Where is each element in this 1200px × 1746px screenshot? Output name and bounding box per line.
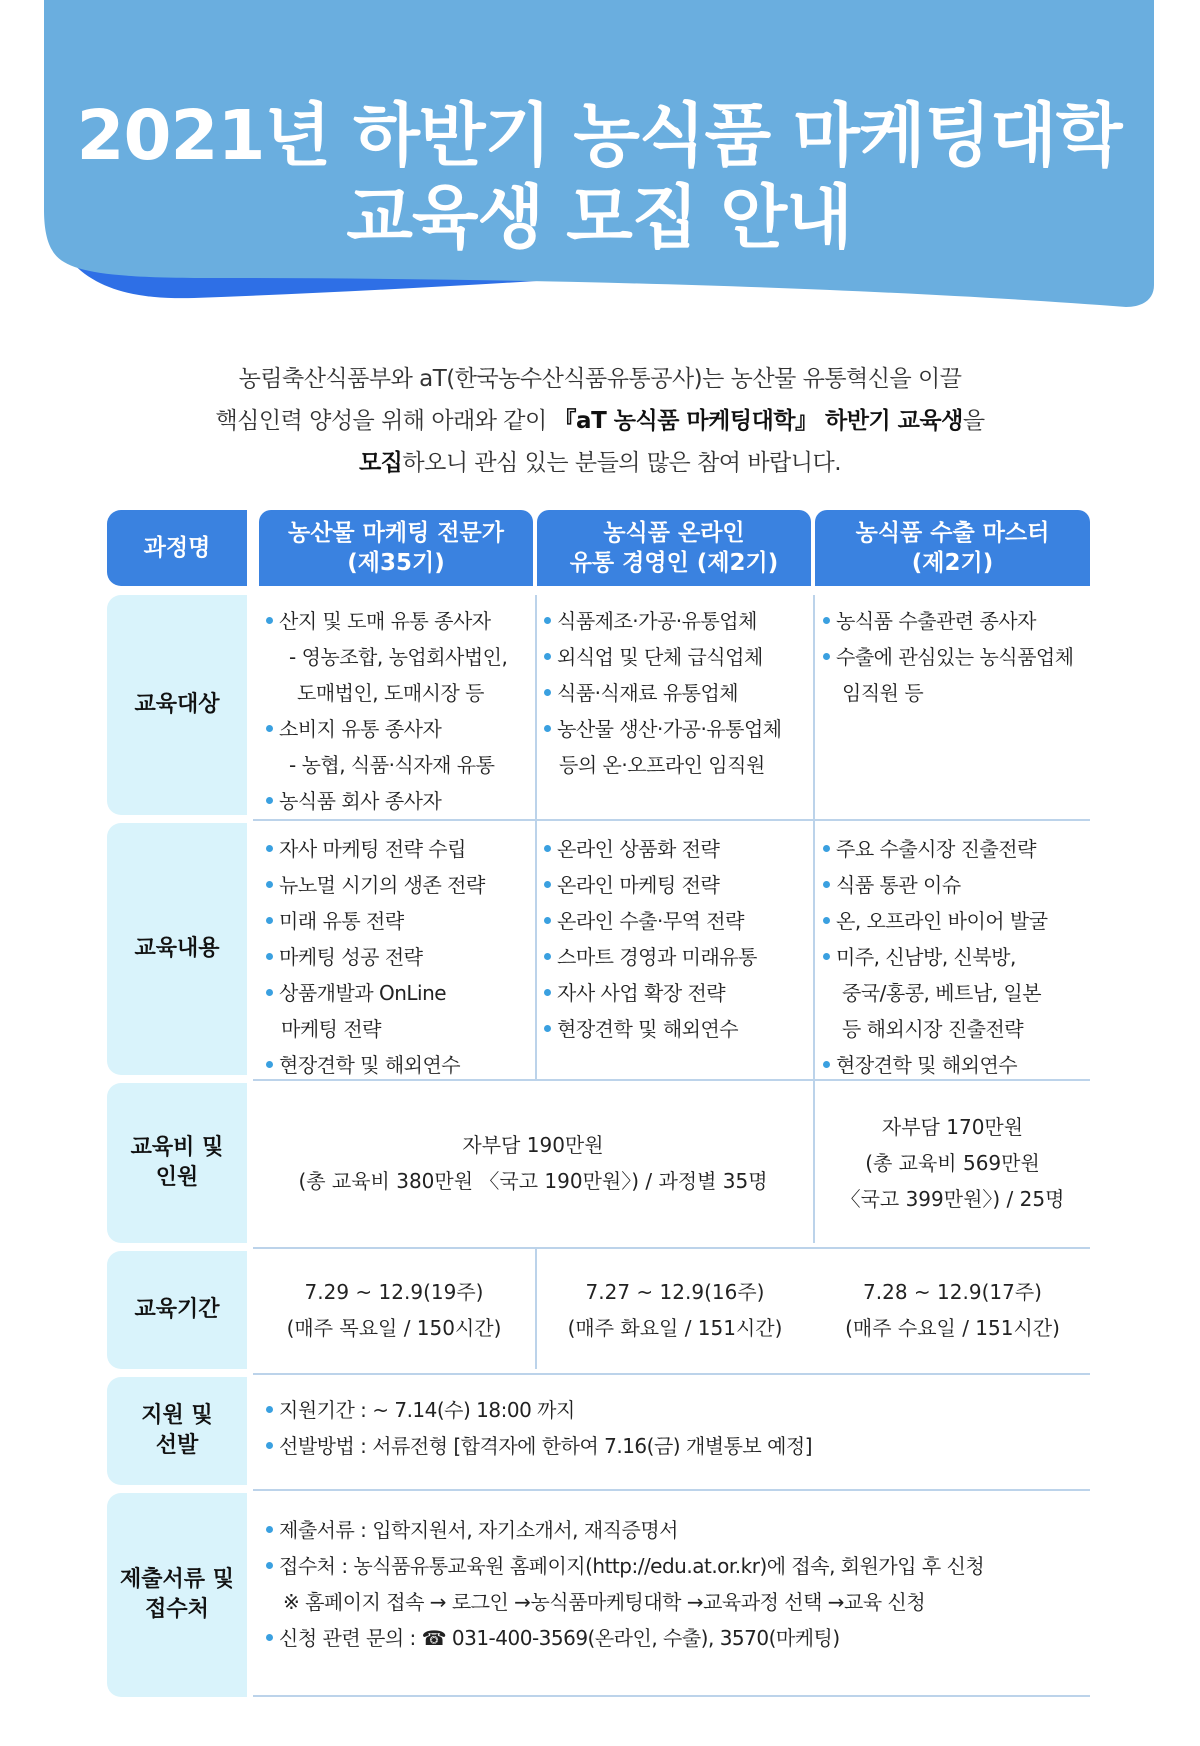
grid-line	[253, 819, 1090, 821]
intro-line-2	[0, 400, 1200, 442]
intro-line-3	[0, 442, 1200, 484]
list-item: - 농협, 식품·식자재 유통	[289, 753, 495, 777]
list-item: 미주, 신남방, 신북방,	[822, 939, 1090, 975]
fee-course-3-line-2: (총 교육비 569만원	[865, 1151, 1040, 1175]
grid-line	[253, 1489, 1090, 1491]
list-item: 마케팅 전략	[281, 1017, 381, 1041]
intro-text	[0, 358, 1200, 484]
header-course-1-line-2: (제35기)	[347, 550, 445, 576]
list-item: 자사 사업 확장 전략	[543, 975, 811, 1011]
row-label-fee-line-1: 교육비 및	[130, 1135, 224, 1160]
header-course-2-line-1: 농식품 온라인	[603, 520, 745, 546]
list-item: 현장견학 및 해외연수	[822, 1047, 1090, 1083]
list-item: 현장견학 및 해외연수	[265, 1047, 533, 1083]
row-label-fee	[107, 1083, 247, 1243]
list-item: 소비지 유통 종사자	[265, 711, 533, 747]
fee-course-3-line-1: 자부담 170만원	[881, 1115, 1024, 1139]
fee-course-3	[815, 1083, 1090, 1243]
list-item: 식품제조·가공·유통업체	[543, 603, 811, 639]
fee-course-1-2-line-2: (총 교육비 380만원 〈국고 190만원〉) / 과정별 35명	[298, 1169, 768, 1193]
title-line-2: 교육생 모집 안내	[346, 178, 852, 258]
header-course-3	[815, 510, 1090, 586]
list-item: 농식품 수출관련 종사자	[822, 603, 1090, 639]
period-course-3-line-1: 7.28 ~ 12.9(17주)	[863, 1280, 1042, 1304]
list-item: 상품개발과 OnLine	[265, 975, 533, 1011]
target-course-1	[265, 595, 533, 819]
row-label-target-text: 교육대상	[134, 692, 220, 717]
list-item: 임직원 등	[842, 681, 924, 705]
inquiry-label: 신청 관련 문의 :	[279, 1626, 422, 1650]
list-item: 산지 및 도매 유통 종사자	[265, 603, 533, 639]
list-item: ※ 홈페이지 접속 → 로그인 →농식품마케팅대학 →교육과정 선택 →교육 신청	[283, 1590, 926, 1614]
row-label-period	[107, 1251, 247, 1369]
list-item: 등 해외시장 진출전략	[842, 1017, 1024, 1041]
content-course-1	[265, 823, 533, 1083]
header-course-1-line-1: 농산물 마케팅 전문가	[288, 520, 504, 546]
list-item: 농산물 생산·가공·유통업체	[543, 711, 811, 747]
list-item: 식품·식재료 유통업체	[543, 675, 811, 711]
row-label-target	[107, 595, 247, 815]
list-item: 스마트 경영과 미래유통	[543, 939, 811, 975]
period-course-3	[815, 1251, 1090, 1369]
header-course-3-line-1: 농식품 수출 마스터	[855, 520, 1050, 546]
list-item: 선발방법 : 서류전형 [합격자에 한하여 7.16(금) 개별통보 예정]	[265, 1428, 1085, 1464]
list-item: 온, 오프라인 바이어 발굴	[822, 903, 1090, 939]
list-item: 온라인 수출·무역 전략	[543, 903, 811, 939]
list-item: 지원기간 : ~ 7.14(수) 18:00 까지	[265, 1392, 1085, 1428]
row-label-apply-line-2: 선발	[155, 1433, 199, 1458]
list-item: 외식업 및 단체 급식업체	[543, 639, 811, 675]
fee-course-1-2-line-1: 자부담 190만원	[462, 1133, 604, 1157]
intro-line-3-bold: 모집	[358, 450, 403, 476]
row-label-apply-line-1: 지원 및	[141, 1403, 213, 1428]
intro-line-1: 농림축산식품부와 aT(한국농수산식품유통공사)는 농산물 유통혁신을 이끌	[238, 366, 962, 392]
period-course-1-line-2: (매주 목요일 / 150시간)	[286, 1316, 502, 1340]
period-course-1	[253, 1251, 535, 1369]
list-item: 도매법인, 도매시장 등	[297, 681, 484, 705]
row-label-period-text: 교육기간	[134, 1297, 220, 1322]
list-item: 온라인 상품화 전략	[543, 831, 811, 867]
list-item: 뉴노멀 시기의 생존 전략	[265, 867, 533, 903]
header-course-3-line-2: (제2기)	[911, 550, 994, 576]
apply-info	[265, 1392, 1085, 1464]
list-item	[265, 1620, 1085, 1656]
fee-course-3-line-3: 〈국고 399만원〉) / 25명	[840, 1187, 1065, 1211]
period-course-1-line-1: 7.29 ~ 12.9(19주)	[304, 1280, 484, 1304]
grid-line	[253, 1373, 1090, 1375]
row-label-content	[107, 823, 247, 1075]
list-item: 중국/홍콩, 베트남, 일본	[842, 981, 1042, 1005]
target-course-3	[822, 595, 1090, 711]
list-item: 마케팅 성공 전략	[265, 939, 533, 975]
header-label-text: 과정명	[143, 535, 211, 561]
list-item: 온라인 마케팅 전략	[543, 867, 811, 903]
intro-line-2-post: 을	[962, 408, 985, 434]
row-label-fee-line-2: 인원	[155, 1165, 199, 1190]
content-course-3	[822, 823, 1090, 1083]
period-course-3-line-2: (매주 수요일 / 151시간)	[845, 1316, 1060, 1340]
title-line-1: 2021년 하반기 농식품 마케팅대학	[76, 96, 1122, 176]
list-item: 제출서류 : 입학지원서, 자기소개서, 재직증명서	[265, 1512, 1085, 1548]
page-title	[44, 95, 1154, 259]
row-label-content-text: 교육내용	[134, 936, 220, 961]
phone-icon: ☎	[421, 1626, 447, 1650]
target-course-2	[543, 595, 811, 783]
header-course-2-line-2: 유통 경영인 (제2기)	[569, 550, 779, 576]
fee-course-1-2	[253, 1083, 813, 1243]
period-course-2	[537, 1251, 813, 1369]
list-item: 식품 통관 이슈	[822, 867, 1090, 903]
list-item: - 영농조합, 농업회사법인,	[289, 645, 508, 669]
intro-line-3-post: 하오니 관심 있는 분들의 많은 참여 바랍니다.	[402, 450, 842, 476]
grid-line	[253, 1247, 1090, 1249]
list-item: 미래 유통 전략	[265, 903, 533, 939]
list-item: 현장견학 및 해외연수	[543, 1011, 811, 1047]
header-label	[107, 510, 247, 586]
list-item: 등의 온·오프라인 임직원	[559, 753, 765, 777]
list-item: 주요 수출시장 진출전략	[822, 831, 1090, 867]
list-item: 농식품 회사 종사자	[265, 783, 533, 819]
intro-line-2-pre: 핵심인력 양성을 위해 아래와 같이	[215, 408, 554, 434]
docs-info	[265, 1512, 1085, 1656]
row-label-docs	[107, 1493, 247, 1697]
grid-line	[535, 595, 537, 1079]
content-course-2	[543, 823, 811, 1047]
list-item: 접수처 : 농식품유통교육원 홈페이지(http://edu.at.or.kr)에 접속, 회원가입 후 신청	[265, 1548, 1085, 1584]
period-course-2-line-2: (매주 화요일 / 151시간)	[567, 1316, 783, 1340]
row-label-apply	[107, 1377, 247, 1485]
list-item: 수출에 관심있는 농식품업체	[822, 639, 1090, 675]
grid-line	[253, 1695, 1090, 1697]
list-item: 자사 마케팅 전략 수립	[265, 831, 533, 867]
inquiry-numbers: 031-400-3569(온라인, 수출), 3570(마케팅)	[446, 1626, 840, 1650]
header-course-1	[259, 510, 533, 586]
header-course-2	[537, 510, 811, 586]
intro-line-2-bold: 『aT 농식품 마케팅대학』 하반기 교육생	[553, 408, 963, 434]
row-label-docs-line-2: 접수처	[145, 1597, 209, 1622]
row-label-docs-line-1: 제출서류 및	[120, 1567, 234, 1592]
period-course-2-line-1: 7.27 ~ 12.9(16주)	[585, 1280, 765, 1304]
